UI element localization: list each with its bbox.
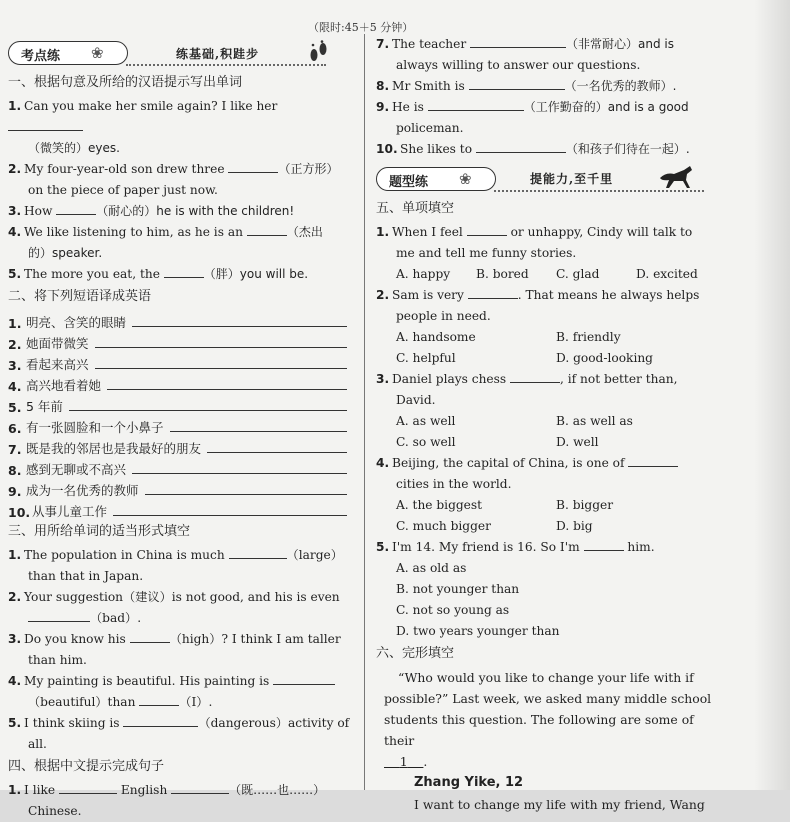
section-bar-kaodian: [8, 38, 353, 68]
answer-line[interactable]: [132, 472, 347, 474]
s3-q3: 3. Do you know his （high）? I think I am taller: [8, 629, 353, 650]
section-pill-label: 考点练: [21, 49, 61, 64]
option[interactable]: C. glad: [556, 267, 600, 281]
answer-blank[interactable]: [510, 369, 560, 383]
answer-blank[interactable]: [229, 545, 287, 559]
answer-line[interactable]: [132, 325, 347, 327]
option[interactable]: B. bigger: [556, 498, 614, 512]
s3-q2: 2. Your suggestion（建议）is not good, and his is even: [8, 590, 340, 604]
option[interactable]: D. good-looking: [556, 351, 653, 365]
answer-line[interactable]: [207, 451, 347, 453]
answer-line[interactable]: [95, 367, 347, 369]
answer-blank[interactable]: [164, 264, 204, 278]
lotus-ornament-icon: ❀: [91, 44, 104, 62]
passage-subtitle: Zhang Yike, 12: [414, 775, 524, 790]
answer-blank[interactable]: [628, 453, 678, 467]
s1-q1: 1. Can you make her smile again? I like her: [8, 96, 353, 138]
answer-line[interactable]: [145, 493, 347, 495]
s2-item: 8. 感到无聊或不高兴: [8, 457, 353, 478]
option[interactable]: B. friendly: [556, 330, 621, 344]
s1-q3: 3. How （耐心的）he is with the children!: [8, 201, 353, 222]
option[interactable]: B. as well as: [556, 414, 633, 428]
answer-blank[interactable]: [273, 671, 335, 685]
s2-item: 1. 明亮、含笑的眼睛: [8, 310, 353, 331]
answer-blank[interactable]: [467, 222, 507, 236]
answer-blank[interactable]: [130, 629, 170, 643]
answer-blank[interactable]: [139, 692, 179, 706]
mc-q1-options: [376, 264, 716, 285]
s2-item: 2. 她面带微笑: [8, 331, 353, 352]
section-pill-label: 题型练: [389, 175, 429, 190]
s1-q2: 2. My four-year-old son drew three （正方形）: [8, 159, 353, 180]
answer-blank[interactable]: [469, 76, 565, 90]
mc-q3: 3. Daniel plays chess , if not better than,: [376, 369, 716, 390]
s1-q1-cont: （微笑的）eyes.: [28, 141, 120, 155]
s4-q9-cont: policeman.: [396, 121, 464, 135]
section-title-1: 一、根据句意及所给的汉语提示写出单词: [8, 75, 243, 90]
mc-q1: 1. When I feel or unhappy, Cindy will talk to: [376, 222, 716, 243]
option[interactable]: D. two years younger than: [396, 624, 560, 638]
cloze-passage: [376, 667, 716, 772]
section-title-6: 六、完形填空: [376, 646, 455, 661]
answer-line[interactable]: [95, 346, 347, 348]
s2-item: 4. 高兴地看着她: [8, 373, 353, 394]
mc-q2-cont: people in need.: [396, 309, 491, 323]
s3-q4-cont: （beautiful）than （I）.: [8, 692, 353, 713]
s3-q1: 1. The population in China is much （large）: [8, 545, 353, 566]
mc-q4-cont: cities in the world.: [396, 477, 512, 491]
section-title-2: 二、将下列短语译成英语: [8, 289, 152, 304]
page-shadow: [754, 0, 790, 790]
time-limit: （限时:45＋5 分钟）: [308, 21, 414, 34]
option[interactable]: A. handsome: [396, 330, 476, 344]
option[interactable]: A. happy: [396, 267, 451, 281]
answer-blank[interactable]: [123, 713, 198, 727]
mc-q1-cont: me and tell me funny stories.: [396, 246, 577, 260]
section-title-4: 四、根据中文提示完成句子: [8, 759, 165, 774]
dotted-rule: [126, 64, 326, 66]
option[interactable]: B. not younger than: [396, 582, 520, 596]
answer-line[interactable]: [170, 430, 347, 432]
cloze-blank-1[interactable]: 1 .: [399, 754, 428, 769]
section-slogan: 提能力,至千里: [530, 172, 614, 186]
section-pill: [376, 167, 496, 191]
s2-item: 10. 从事儿童工作: [8, 499, 353, 520]
section-bar-tixing: [376, 164, 716, 194]
answer-line[interactable]: [113, 514, 347, 516]
s4-q8: 8. Mr Smith is （一名优秀的教师）.: [376, 76, 716, 97]
horse-icon: [656, 164, 696, 195]
mc-q4: 4. Beijing, the capital of China, is one of: [376, 453, 716, 474]
s3-q5-cont: all.: [28, 737, 47, 751]
s3-q2-cont: （bad）.: [8, 608, 353, 629]
answer-line[interactable]: [107, 388, 347, 390]
option[interactable]: D. excited: [636, 267, 698, 281]
s1-q5: 5. The more you eat, the （胖）you will be.: [8, 264, 353, 285]
option[interactable]: C. much bigger: [396, 519, 491, 533]
option[interactable]: C. not so young as: [396, 603, 510, 617]
s1-q2-cont: on the piece of paper just now.: [28, 183, 218, 197]
passage-line: possible?” Last week, we asked many middle school: [384, 691, 712, 706]
section-slogan: 练基础,积跬步: [176, 47, 260, 61]
s3-q3-cont: than him.: [28, 653, 87, 667]
answer-blank[interactable]: [171, 780, 229, 794]
option[interactable]: D. well: [556, 435, 599, 449]
passage-line: students this question. The following are some of their: [384, 712, 694, 748]
option[interactable]: C. so well: [396, 435, 456, 449]
column-divider: [364, 34, 365, 790]
s2-item: 3. 看起来高兴: [8, 352, 353, 373]
left-column: [8, 34, 353, 822]
footprints-icon: [308, 40, 330, 69]
s4-q10: 10. She likes to （和孩子们待在一起）.: [376, 139, 716, 160]
mc-q5: 5. I'm 14. My friend is 16. So I'm him.: [376, 537, 716, 558]
mc-q2-options: [376, 327, 716, 369]
mc-q4-options: [376, 495, 716, 537]
option[interactable]: C. helpful: [396, 351, 456, 365]
passage-line: “Who would you like to change your life with if: [398, 670, 694, 685]
lotus-ornament-icon: ❀: [459, 170, 472, 188]
s2-item: 7. 既是我的邻居也是我最好的朋友: [8, 436, 353, 457]
section-title-5: 五、单项填空: [376, 201, 455, 216]
answer-blank[interactable]: [247, 222, 287, 236]
s3-q4: 4. My painting is beautiful. His painting is: [8, 671, 353, 692]
passage-line: I want to change my life with my friend, Wang: [414, 797, 705, 812]
answer-blank[interactable]: [476, 139, 566, 153]
s2-item: 9. 成为一名优秀的教师: [8, 478, 353, 499]
answer-blank[interactable]: [228, 159, 278, 173]
s4-q1: 1. I like English （既……也……）: [8, 780, 353, 801]
section-title-3: 三、用所给单词的适当形式填空: [8, 524, 191, 539]
mc-q2: 2. Sam is very . That means he always helps: [376, 285, 716, 306]
mc-q3-options: [376, 411, 716, 453]
option[interactable]: A. the biggest: [396, 498, 483, 512]
s4-q1-cont: Chinese.: [28, 804, 82, 818]
answer-blank[interactable]: [8, 117, 83, 131]
mc-q3-cont: David.: [396, 393, 436, 407]
s4-q7: 7. The teacher （非常耐心）and is: [376, 34, 716, 55]
answer-blank[interactable]: [56, 201, 96, 215]
answer-blank[interactable]: [468, 285, 518, 299]
s4-q7-cont: always willing to answer our questions.: [396, 58, 641, 72]
s3-q1-cont: than that in Japan.: [28, 569, 144, 583]
right-column: [376, 34, 716, 815]
mc-q5-options: [376, 558, 716, 642]
answer-blank[interactable]: [428, 97, 524, 111]
option[interactable]: A. as old as: [396, 561, 467, 575]
s1-q4: 4. We like listening to him, as he is an （杰出: [8, 222, 353, 243]
option[interactable]: D. big: [556, 519, 593, 533]
s1-q4-cont: 的）speaker.: [28, 246, 103, 260]
section-pill: [8, 41, 128, 65]
answer-blank[interactable]: [584, 537, 624, 551]
option[interactable]: B. bored: [476, 267, 529, 281]
s4-q9: 9. He is （工作勤奋的）and is a good: [376, 97, 716, 118]
answer-blank[interactable]: [28, 608, 90, 622]
answer-blank[interactable]: [470, 34, 566, 48]
s2-item: 5. 5 年前: [8, 394, 353, 415]
answer-line[interactable]: [69, 409, 347, 411]
answer-blank[interactable]: [59, 780, 117, 794]
option[interactable]: A. as well: [396, 414, 456, 428]
s2-item: 6. 有一张圆脸和一个小鼻子: [8, 415, 353, 436]
s3-q5: 5. I think skiing is （dangerous）activity of: [8, 713, 353, 734]
